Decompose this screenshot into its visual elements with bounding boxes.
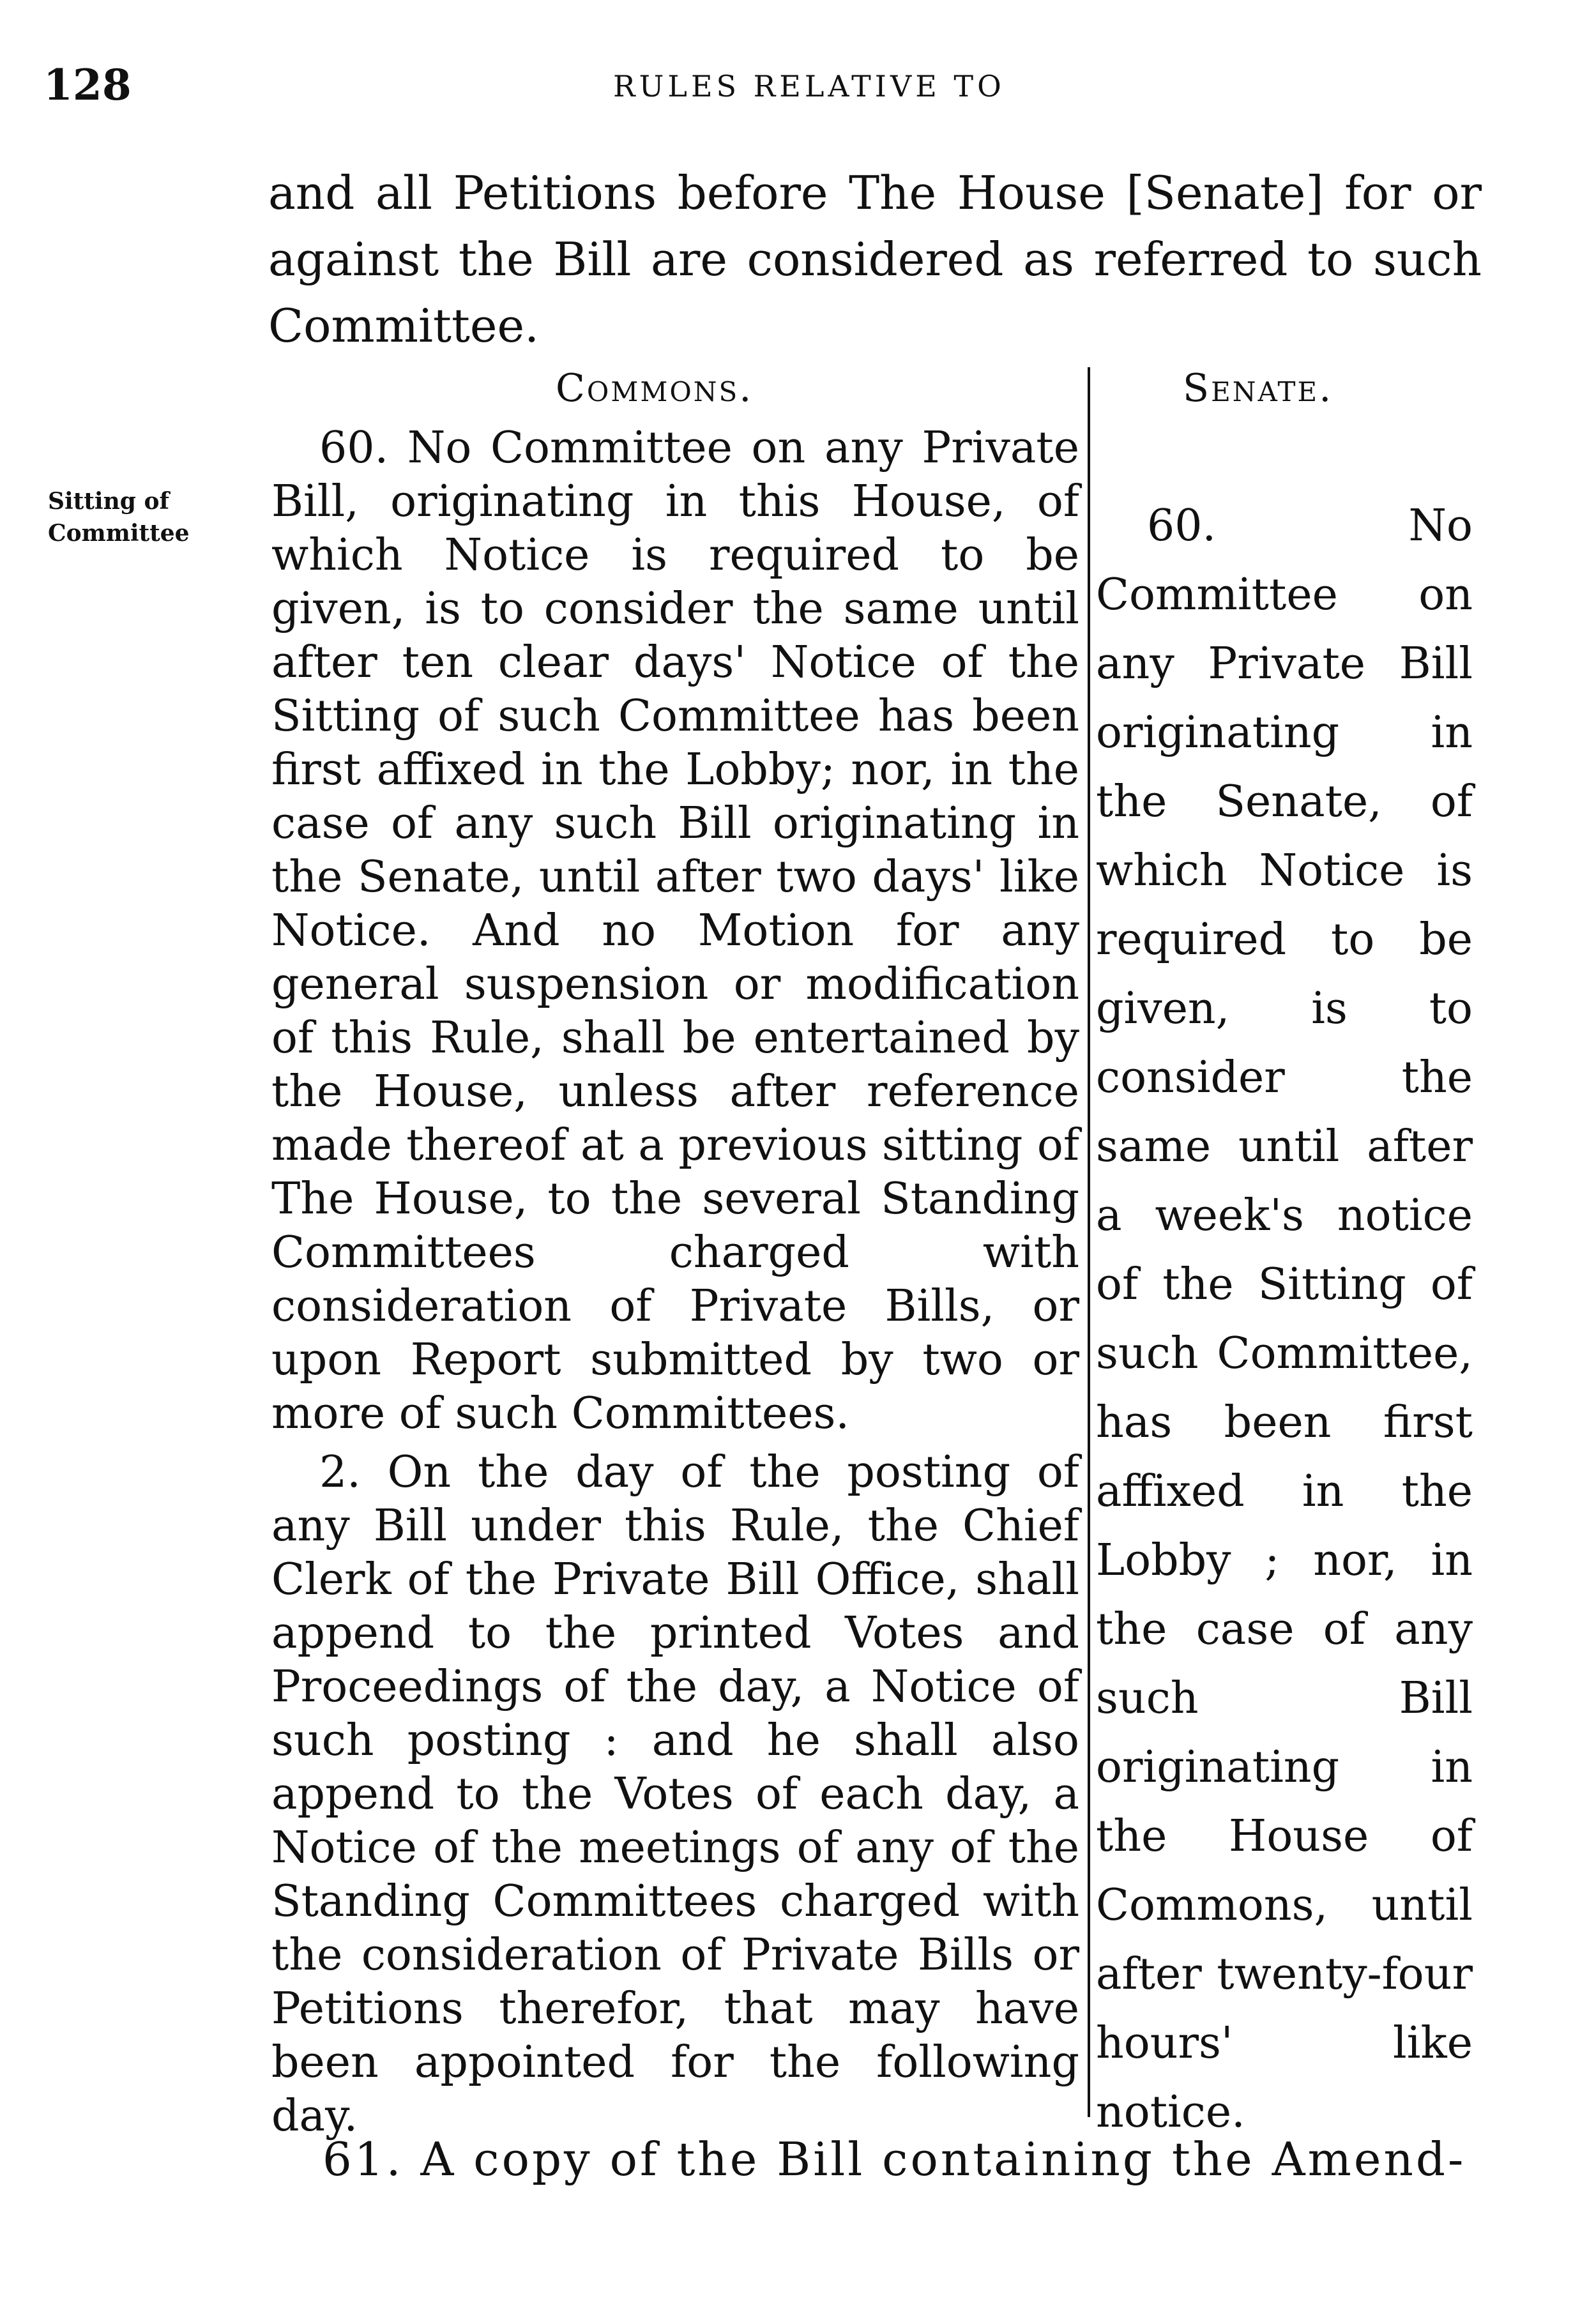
senate-column	[1096, 492, 1473, 2147]
commons-column-heading: Commons.	[556, 366, 754, 411]
intro-paragraph: and all Petitions before The House [Senate] for or against the Bill are considered as referred to such Committee.	[268, 166, 1482, 353]
senate-rule-60: 60. No Committee on any Private Bill originating in the Senate, of which Notice is required to be given, is to consider the same until after a week's notice of the Sitting of such Committee, has been first affixed in the Lobby ; nor, in the case of any such Bill originating in the House of Commons, until after twenty-four hours' like notice.	[1096, 501, 1473, 2138]
column-divider	[1088, 367, 1090, 2117]
running-header: RULES RELATIVE TO	[613, 69, 1005, 103]
margin-note-line-1: Sitting of	[48, 488, 169, 515]
commons-rule-60: 60. No Committee on any Private Bill, originating in this House, of which Notice is required to be given, is to consider the same until after ten clear days' Notice of the Sitting of such Committee has been first affixed in the Lobby; nor, in the case of any such Bill originating in the Senate, until after two days' like Notice. And no Motion for any general suspension or modification of this Rule, shall be entertained by the House, unless after reference made thereof at a previous sitting of The House, to the several Standing Committees charged with consideration of Private Bills, or upon Report submitted by two or more of such Committees.	[271, 423, 1079, 1439]
senate-column-heading: Senate.	[1183, 366, 1333, 411]
commons-column	[271, 422, 1079, 2143]
rule-61-start: 61. A copy of the Bill containing the Amend-	[323, 2132, 1466, 2186]
margin-note	[48, 485, 190, 549]
page-number: 128	[43, 60, 132, 110]
margin-note-line-2: Committee	[48, 520, 190, 547]
commons-rule-60-2: 2. On the day of the posting of any Bill under this Rule, the Chief Clerk of the Private Bill Office, shall append to the printed Votes and Proceedings of the day, a Notice of such posting : and he shall also append to the Votes of each day, a Notice of the meetings of any of the Standing Committees charged with the consideration of Private Bills or Petitions therefor, that may have been appointed for the following day.	[271, 1447, 1079, 2141]
